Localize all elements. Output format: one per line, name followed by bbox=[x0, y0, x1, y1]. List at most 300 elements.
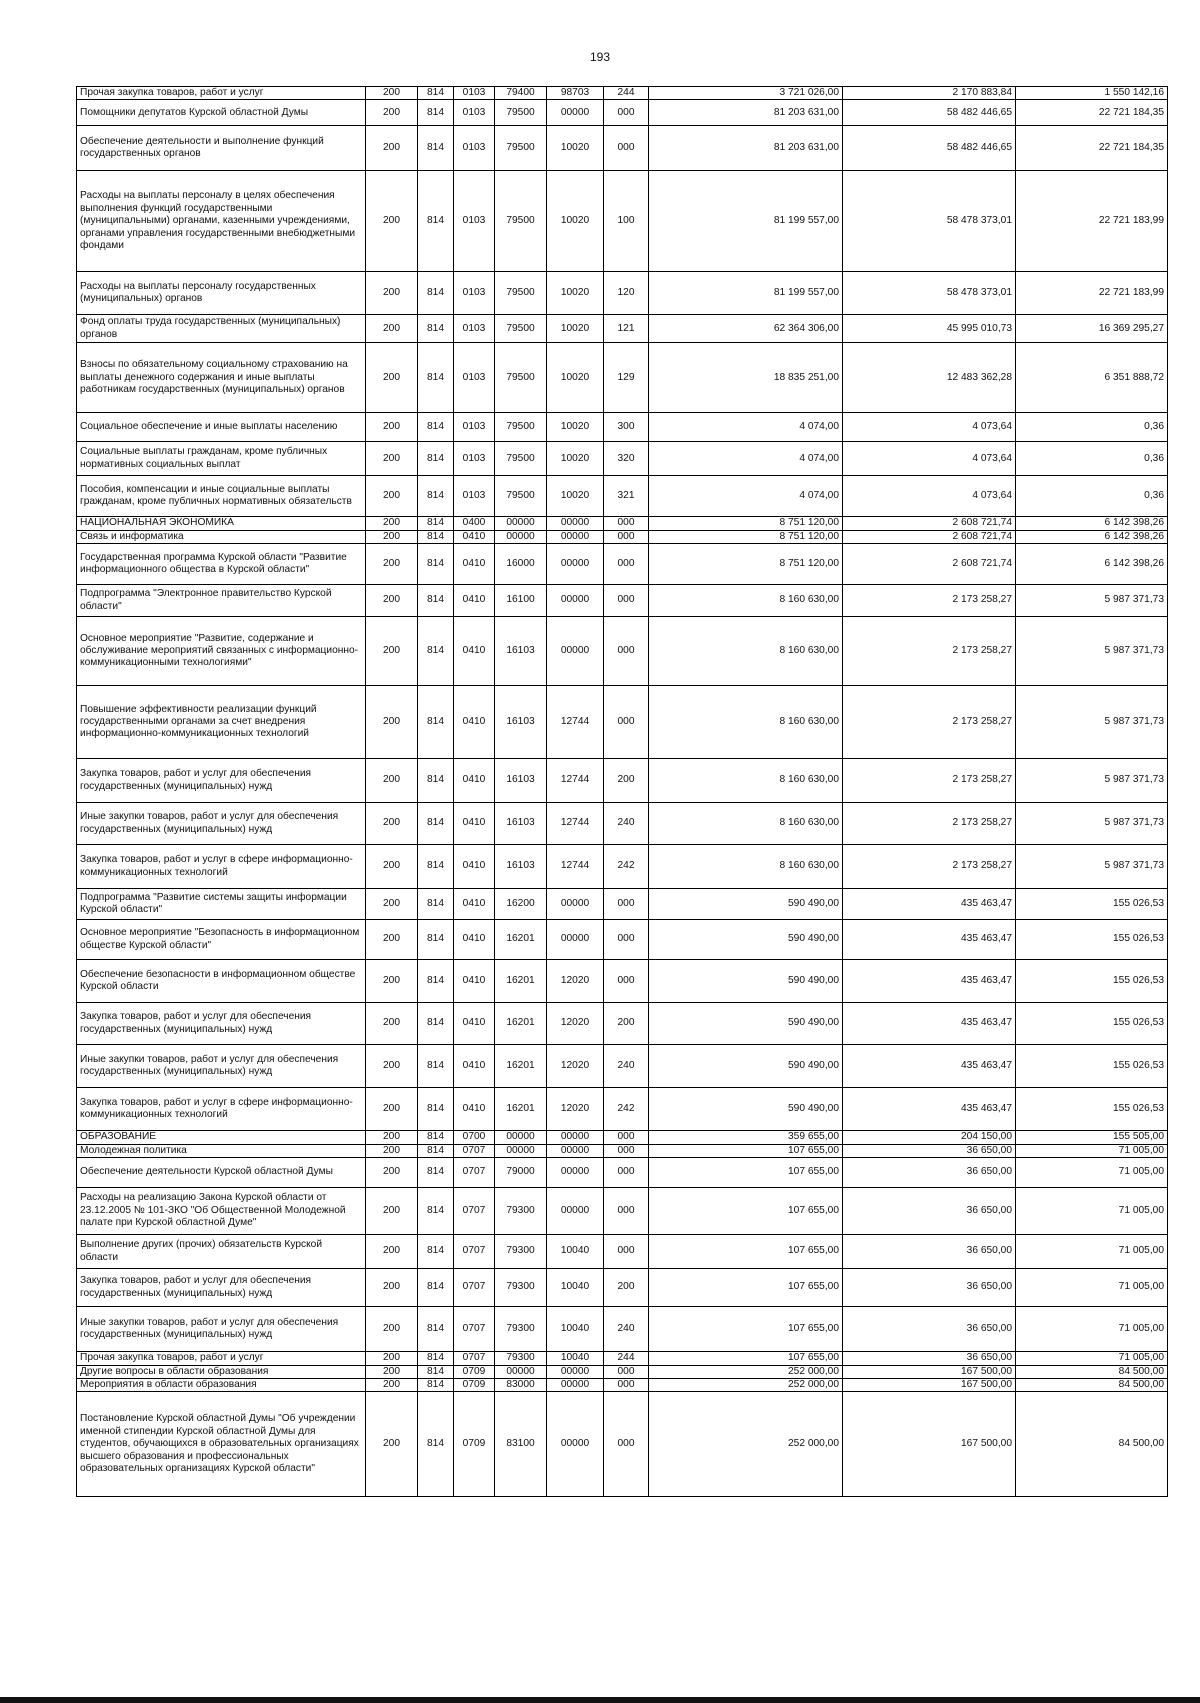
col-program: 79000 bbox=[495, 1158, 547, 1188]
col-program: 16103 bbox=[495, 617, 547, 686]
col-section: 0410 bbox=[454, 1003, 495, 1045]
col-code-1: 200 bbox=[366, 920, 418, 960]
col-code-2: 814 bbox=[418, 517, 454, 530]
col-expense-type: 000 bbox=[604, 1235, 649, 1269]
table-row bbox=[77, 413, 1168, 442]
col-unexecuted: 6 142 398,26 bbox=[1016, 530, 1168, 543]
col-direction: 12020 bbox=[547, 1088, 604, 1131]
col-direction: 12744 bbox=[547, 845, 604, 889]
col-code-1: 200 bbox=[366, 1045, 418, 1088]
row-name: Фонд оплаты труда государственных (муниципальных) органов bbox=[77, 315, 366, 343]
col-executed: 204 150,00 bbox=[843, 1131, 1016, 1144]
col-approved: 4 074,00 bbox=[649, 442, 843, 476]
col-unexecuted: 1 550 142,16 bbox=[1016, 87, 1168, 100]
table-row bbox=[77, 343, 1168, 413]
table-row bbox=[77, 1088, 1168, 1131]
col-unexecuted: 71 005,00 bbox=[1016, 1235, 1168, 1269]
col-expense-type: 000 bbox=[604, 1131, 649, 1144]
col-approved: 8 751 120,00 bbox=[649, 517, 843, 530]
col-unexecuted: 5 987 371,73 bbox=[1016, 759, 1168, 803]
col-code-1: 200 bbox=[366, 517, 418, 530]
col-section: 0410 bbox=[454, 1088, 495, 1131]
col-code-1: 200 bbox=[366, 126, 418, 171]
col-code-1: 200 bbox=[366, 889, 418, 920]
col-section: 0410 bbox=[454, 889, 495, 920]
table-row bbox=[77, 1307, 1168, 1352]
col-code-1: 200 bbox=[366, 759, 418, 803]
col-direction: 12744 bbox=[547, 803, 604, 845]
col-unexecuted: 22 721 183,99 bbox=[1016, 272, 1168, 315]
col-approved: 590 490,00 bbox=[649, 1088, 843, 1131]
col-expense-type: 000 bbox=[604, 889, 649, 920]
col-section: 0707 bbox=[454, 1235, 495, 1269]
col-section: 0103 bbox=[454, 315, 495, 343]
col-code-1: 200 bbox=[366, 1378, 418, 1391]
col-direction: 12744 bbox=[547, 759, 604, 803]
col-code-2: 814 bbox=[418, 1158, 454, 1188]
table-row bbox=[77, 960, 1168, 1003]
table-row bbox=[77, 1003, 1168, 1045]
col-code-2: 814 bbox=[418, 100, 454, 126]
col-unexecuted: 6 142 398,26 bbox=[1016, 544, 1168, 585]
col-unexecuted: 155 026,53 bbox=[1016, 1045, 1168, 1088]
col-expense-type: 000 bbox=[604, 1158, 649, 1188]
col-expense-type: 244 bbox=[604, 87, 649, 100]
col-approved: 107 655,00 bbox=[649, 1235, 843, 1269]
col-program: 79500 bbox=[495, 413, 547, 442]
col-executed: 58 478 373,01 bbox=[843, 171, 1016, 272]
col-executed: 435 463,47 bbox=[843, 960, 1016, 1003]
col-code-1: 200 bbox=[366, 1392, 418, 1497]
col-direction: 12744 bbox=[547, 686, 604, 759]
col-program: 79300 bbox=[495, 1307, 547, 1352]
col-code-1: 200 bbox=[366, 1352, 418, 1365]
table-row bbox=[77, 476, 1168, 517]
col-expense-type: 121 bbox=[604, 315, 649, 343]
col-code-1: 200 bbox=[366, 845, 418, 889]
col-direction: 10040 bbox=[547, 1269, 604, 1307]
col-program: 16103 bbox=[495, 686, 547, 759]
col-code-1: 200 bbox=[366, 100, 418, 126]
col-section: 0410 bbox=[454, 845, 495, 889]
col-executed: 36 650,00 bbox=[843, 1144, 1016, 1157]
col-expense-type: 000 bbox=[604, 686, 649, 759]
col-executed: 2 173 258,27 bbox=[843, 585, 1016, 617]
col-unexecuted: 16 369 295,27 bbox=[1016, 315, 1168, 343]
col-program: 79500 bbox=[495, 476, 547, 517]
col-code-2: 814 bbox=[418, 1131, 454, 1144]
table-row bbox=[77, 845, 1168, 889]
col-approved: 8 160 630,00 bbox=[649, 845, 843, 889]
col-code-1: 200 bbox=[366, 1003, 418, 1045]
col-program: 79300 bbox=[495, 1352, 547, 1365]
col-expense-type: 000 bbox=[604, 100, 649, 126]
col-executed: 36 650,00 bbox=[843, 1352, 1016, 1365]
col-expense-type: 321 bbox=[604, 476, 649, 517]
col-direction: 12020 bbox=[547, 960, 604, 1003]
col-unexecuted: 155 026,53 bbox=[1016, 1088, 1168, 1131]
table-row bbox=[77, 617, 1168, 686]
col-code-1: 200 bbox=[366, 272, 418, 315]
col-unexecuted: 155 026,53 bbox=[1016, 960, 1168, 1003]
col-code-1: 200 bbox=[366, 617, 418, 686]
col-executed: 12 483 362,28 bbox=[843, 343, 1016, 413]
table-row bbox=[77, 1269, 1168, 1307]
col-unexecuted: 5 987 371,73 bbox=[1016, 686, 1168, 759]
col-direction: 98703 bbox=[547, 87, 604, 100]
col-expense-type: 100 bbox=[604, 171, 649, 272]
col-program: 16200 bbox=[495, 889, 547, 920]
row-name: Связь и информатика bbox=[77, 530, 366, 543]
col-code-1: 200 bbox=[366, 803, 418, 845]
col-section: 0103 bbox=[454, 126, 495, 171]
col-code-1: 200 bbox=[366, 960, 418, 1003]
col-code-1: 200 bbox=[366, 343, 418, 413]
col-code-2: 814 bbox=[418, 686, 454, 759]
col-approved: 107 655,00 bbox=[649, 1352, 843, 1365]
col-code-1: 200 bbox=[366, 1269, 418, 1307]
col-code-2: 814 bbox=[418, 1378, 454, 1391]
col-code-2: 814 bbox=[418, 759, 454, 803]
table-row bbox=[77, 1131, 1168, 1144]
col-direction: 10020 bbox=[547, 272, 604, 315]
col-direction: 10040 bbox=[547, 1307, 604, 1352]
col-executed: 435 463,47 bbox=[843, 889, 1016, 920]
row-name: Расходы на выплаты персоналу государственных (муниципальных) органов bbox=[77, 272, 366, 315]
row-name: Молодежная политика bbox=[77, 1144, 366, 1157]
col-unexecuted: 71 005,00 bbox=[1016, 1307, 1168, 1352]
row-name: ОБРАЗОВАНИЕ bbox=[77, 1131, 366, 1144]
col-code-1: 200 bbox=[366, 171, 418, 272]
col-program: 16201 bbox=[495, 1088, 547, 1131]
table-row bbox=[77, 126, 1168, 171]
col-unexecuted: 84 500,00 bbox=[1016, 1392, 1168, 1497]
col-executed: 167 500,00 bbox=[843, 1365, 1016, 1378]
col-executed: 435 463,47 bbox=[843, 1088, 1016, 1131]
col-executed: 2 608 721,74 bbox=[843, 517, 1016, 530]
col-executed: 167 500,00 bbox=[843, 1378, 1016, 1391]
col-expense-type: 200 bbox=[604, 759, 649, 803]
col-code-1: 200 bbox=[366, 1365, 418, 1378]
col-program: 16201 bbox=[495, 1003, 547, 1045]
table-row bbox=[77, 759, 1168, 803]
col-unexecuted: 0,36 bbox=[1016, 413, 1168, 442]
col-unexecuted: 6 142 398,26 bbox=[1016, 517, 1168, 530]
col-section: 0410 bbox=[454, 920, 495, 960]
col-executed: 2 173 258,27 bbox=[843, 759, 1016, 803]
col-approved: 590 490,00 bbox=[649, 1003, 843, 1045]
col-expense-type: 240 bbox=[604, 1045, 649, 1088]
col-code-2: 814 bbox=[418, 544, 454, 585]
table-row bbox=[77, 530, 1168, 543]
col-code-2: 814 bbox=[418, 1188, 454, 1235]
col-expense-type: 000 bbox=[604, 126, 649, 171]
col-expense-type: 000 bbox=[604, 1392, 649, 1497]
col-approved: 62 364 306,00 bbox=[649, 315, 843, 343]
col-program: 00000 bbox=[495, 530, 547, 543]
row-name: Основное мероприятие "Безопасность в информационном обществе Курской области" bbox=[77, 920, 366, 960]
col-direction: 00000 bbox=[547, 100, 604, 126]
col-program: 83000 bbox=[495, 1378, 547, 1391]
table-row bbox=[77, 442, 1168, 476]
col-approved: 107 655,00 bbox=[649, 1188, 843, 1235]
col-executed: 4 073,64 bbox=[843, 413, 1016, 442]
col-direction: 10020 bbox=[547, 413, 604, 442]
col-approved: 81 203 631,00 bbox=[649, 100, 843, 126]
col-section: 0410 bbox=[454, 1045, 495, 1088]
col-direction: 10040 bbox=[547, 1235, 604, 1269]
col-code-1: 200 bbox=[366, 1307, 418, 1352]
row-name: Выполнение других (прочих) обязательств Курской области bbox=[77, 1235, 366, 1269]
col-code-1: 200 bbox=[366, 413, 418, 442]
col-executed: 36 650,00 bbox=[843, 1307, 1016, 1352]
col-expense-type: 000 bbox=[604, 960, 649, 1003]
col-code-2: 814 bbox=[418, 1365, 454, 1378]
col-code-1: 200 bbox=[366, 1088, 418, 1131]
col-section: 0103 bbox=[454, 442, 495, 476]
col-program: 79500 bbox=[495, 272, 547, 315]
col-program: 79500 bbox=[495, 442, 547, 476]
col-approved: 8 160 630,00 bbox=[649, 585, 843, 617]
col-expense-type: 000 bbox=[604, 585, 649, 617]
col-program: 79400 bbox=[495, 87, 547, 100]
col-code-2: 814 bbox=[418, 960, 454, 1003]
table-row bbox=[77, 686, 1168, 759]
col-unexecuted: 71 005,00 bbox=[1016, 1188, 1168, 1235]
col-direction: 10040 bbox=[547, 1352, 604, 1365]
col-unexecuted: 155 026,53 bbox=[1016, 1003, 1168, 1045]
col-approved: 590 490,00 bbox=[649, 1045, 843, 1088]
col-expense-type: 000 bbox=[604, 617, 649, 686]
col-executed: 36 650,00 bbox=[843, 1235, 1016, 1269]
col-code-1: 200 bbox=[366, 442, 418, 476]
table-row bbox=[77, 1378, 1168, 1391]
row-name: Иные закупки товаров, работ и услуг для обеспечения государственных (муниципальных) нужд bbox=[77, 1307, 366, 1352]
col-code-1: 200 bbox=[366, 1188, 418, 1235]
col-executed: 58 482 446,65 bbox=[843, 100, 1016, 126]
col-approved: 81 199 557,00 bbox=[649, 272, 843, 315]
col-program: 79300 bbox=[495, 1269, 547, 1307]
row-name: Закупка товаров, работ и услуг в сфере информационно-коммуникационных технологий bbox=[77, 845, 366, 889]
col-code-2: 814 bbox=[418, 530, 454, 543]
col-approved: 8 751 120,00 bbox=[649, 530, 843, 543]
col-direction: 00000 bbox=[547, 1158, 604, 1188]
col-expense-type: 242 bbox=[604, 1088, 649, 1131]
col-executed: 435 463,47 bbox=[843, 1003, 1016, 1045]
col-direction: 10020 bbox=[547, 315, 604, 343]
col-direction: 12020 bbox=[547, 1045, 604, 1088]
table-row bbox=[77, 920, 1168, 960]
col-expense-type: 320 bbox=[604, 442, 649, 476]
col-direction: 00000 bbox=[547, 1378, 604, 1391]
col-approved: 3 721 026,00 bbox=[649, 87, 843, 100]
col-program: 16103 bbox=[495, 803, 547, 845]
col-section: 0709 bbox=[454, 1392, 495, 1497]
col-code-2: 814 bbox=[418, 585, 454, 617]
col-section: 0709 bbox=[454, 1365, 495, 1378]
col-approved: 4 074,00 bbox=[649, 476, 843, 517]
col-expense-type: 000 bbox=[604, 544, 649, 585]
col-code-1: 200 bbox=[366, 476, 418, 517]
col-section: 0410 bbox=[454, 544, 495, 585]
col-code-2: 814 bbox=[418, 126, 454, 171]
col-expense-type: 244 bbox=[604, 1352, 649, 1365]
col-executed: 45 995 010,73 bbox=[843, 315, 1016, 343]
col-section: 0400 bbox=[454, 517, 495, 530]
col-direction: 10020 bbox=[547, 476, 604, 517]
table-row bbox=[77, 889, 1168, 920]
col-executed: 2 608 721,74 bbox=[843, 544, 1016, 585]
col-program: 16201 bbox=[495, 920, 547, 960]
table-row bbox=[77, 1235, 1168, 1269]
col-unexecuted: 5 987 371,73 bbox=[1016, 585, 1168, 617]
col-section: 0103 bbox=[454, 171, 495, 272]
col-direction: 00000 bbox=[547, 920, 604, 960]
col-program: 79500 bbox=[495, 126, 547, 171]
col-code-1: 200 bbox=[366, 87, 418, 100]
col-direction: 10020 bbox=[547, 343, 604, 413]
table-row bbox=[77, 272, 1168, 315]
col-program: 00000 bbox=[495, 1131, 547, 1144]
col-approved: 590 490,00 bbox=[649, 920, 843, 960]
col-direction: 00000 bbox=[547, 1365, 604, 1378]
row-name: Помощники депутатов Курской областной Думы bbox=[77, 100, 366, 126]
col-code-1: 200 bbox=[366, 1144, 418, 1157]
col-program: 83100 bbox=[495, 1392, 547, 1497]
table-row bbox=[77, 87, 1168, 100]
table-row bbox=[77, 544, 1168, 585]
col-approved: 252 000,00 bbox=[649, 1378, 843, 1391]
col-section: 0103 bbox=[454, 476, 495, 517]
row-name: Пособия, компенсации и иные социальные выплаты гражданам, кроме публичных нормативных обязательств bbox=[77, 476, 366, 517]
table-row bbox=[77, 1045, 1168, 1088]
col-direction: 12020 bbox=[547, 1003, 604, 1045]
row-name: Социальные выплаты гражданам, кроме публичных нормативных социальных выплат bbox=[77, 442, 366, 476]
table-row bbox=[77, 585, 1168, 617]
col-section: 0707 bbox=[454, 1188, 495, 1235]
col-executed: 2 170 883,84 bbox=[843, 87, 1016, 100]
table-row bbox=[77, 517, 1168, 530]
table-row bbox=[77, 1352, 1168, 1365]
col-unexecuted: 155 026,53 bbox=[1016, 920, 1168, 960]
col-code-2: 814 bbox=[418, 87, 454, 100]
table-row bbox=[77, 1158, 1168, 1188]
col-code-2: 814 bbox=[418, 920, 454, 960]
col-executed: 2 173 258,27 bbox=[843, 617, 1016, 686]
col-direction: 10020 bbox=[547, 126, 604, 171]
row-name: Обеспечение деятельности Курской областной Думы bbox=[77, 1158, 366, 1188]
col-executed: 435 463,47 bbox=[843, 1045, 1016, 1088]
col-code-2: 814 bbox=[418, 1235, 454, 1269]
col-approved: 107 655,00 bbox=[649, 1269, 843, 1307]
col-direction: 00000 bbox=[547, 544, 604, 585]
row-name: Расходы на реализацию Закона Курской области от 23.12.2005 № 101-ЗКО "Об Общественной Молодежной палате при Курской областной Думе" bbox=[77, 1188, 366, 1235]
col-code-2: 814 bbox=[418, 1088, 454, 1131]
row-name: Повышение эффективности реализации функций государственными органами за счет внедрения информационно-коммуникационных технологий bbox=[77, 686, 366, 759]
col-direction: 00000 bbox=[547, 617, 604, 686]
col-expense-type: 000 bbox=[604, 517, 649, 530]
col-code-2: 814 bbox=[418, 171, 454, 272]
row-name: Социальное обеспечение и иные выплаты населению bbox=[77, 413, 366, 442]
col-program: 00000 bbox=[495, 1365, 547, 1378]
page-number: 193 bbox=[589, 50, 611, 64]
col-expense-type: 129 bbox=[604, 343, 649, 413]
col-program: 00000 bbox=[495, 517, 547, 530]
col-section: 0709 bbox=[454, 1378, 495, 1391]
col-executed: 4 073,64 bbox=[843, 442, 1016, 476]
col-section: 0707 bbox=[454, 1352, 495, 1365]
col-program: 16103 bbox=[495, 845, 547, 889]
col-code-2: 814 bbox=[418, 1045, 454, 1088]
col-direction: 00000 bbox=[547, 1131, 604, 1144]
col-section: 0103 bbox=[454, 87, 495, 100]
row-name: Закупка товаров, работ и услуг в сфере информационно-коммуникационных технологий bbox=[77, 1088, 366, 1131]
table-row bbox=[77, 1188, 1168, 1235]
col-code-2: 814 bbox=[418, 442, 454, 476]
col-direction: 00000 bbox=[547, 889, 604, 920]
row-name: Закупка товаров, работ и услуг для обеспечения государственных (муниципальных) нужд bbox=[77, 1003, 366, 1045]
col-expense-type: 300 bbox=[604, 413, 649, 442]
col-expense-type: 000 bbox=[604, 920, 649, 960]
col-program: 79500 bbox=[495, 343, 547, 413]
col-code-2: 814 bbox=[418, 803, 454, 845]
row-name: Прочая закупка товаров, работ и услуг bbox=[77, 87, 366, 100]
col-direction: 10020 bbox=[547, 442, 604, 476]
col-code-2: 814 bbox=[418, 1352, 454, 1365]
col-code-2: 814 bbox=[418, 1269, 454, 1307]
table-row bbox=[77, 315, 1168, 343]
col-approved: 107 655,00 bbox=[649, 1158, 843, 1188]
col-expense-type: 000 bbox=[604, 1144, 649, 1157]
col-expense-type: 240 bbox=[604, 1307, 649, 1352]
col-executed: 4 073,64 bbox=[843, 476, 1016, 517]
col-approved: 590 490,00 bbox=[649, 889, 843, 920]
row-name: Обеспечение безопасности в информационном обществе Курской области bbox=[77, 960, 366, 1003]
col-approved: 252 000,00 bbox=[649, 1392, 843, 1497]
table-row bbox=[77, 100, 1168, 126]
col-unexecuted: 0,36 bbox=[1016, 476, 1168, 517]
col-unexecuted: 22 721 183,99 bbox=[1016, 171, 1168, 272]
row-name: Расходы на выплаты персоналу в целях обеспечения выполнения функций государственными (муниципальными) органами, казенными учреждениями, органами управления государственными внебюджетными фондами bbox=[77, 171, 366, 272]
col-code-1: 200 bbox=[366, 1131, 418, 1144]
col-expense-type: 000 bbox=[604, 1188, 649, 1235]
col-unexecuted: 0,36 bbox=[1016, 442, 1168, 476]
col-section: 0103 bbox=[454, 100, 495, 126]
col-code-2: 814 bbox=[418, 845, 454, 889]
row-name: Обеспечение деятельности и выполнение функций государственных органов bbox=[77, 126, 366, 171]
col-code-2: 814 bbox=[418, 413, 454, 442]
col-unexecuted: 22 721 184,35 bbox=[1016, 100, 1168, 126]
col-unexecuted: 71 005,00 bbox=[1016, 1269, 1168, 1307]
col-expense-type: 242 bbox=[604, 845, 649, 889]
row-name: Закупка товаров, работ и услуг для обеспечения государственных (муниципальных) нужд bbox=[77, 1269, 366, 1307]
col-code-2: 814 bbox=[418, 1392, 454, 1497]
col-program: 16201 bbox=[495, 1045, 547, 1088]
col-expense-type: 200 bbox=[604, 1269, 649, 1307]
col-code-2: 814 bbox=[418, 1144, 454, 1157]
col-executed: 58 482 446,65 bbox=[843, 126, 1016, 171]
col-expense-type: 000 bbox=[604, 530, 649, 543]
col-code-2: 814 bbox=[418, 476, 454, 517]
col-code-2: 814 bbox=[418, 315, 454, 343]
col-program: 79300 bbox=[495, 1235, 547, 1269]
col-unexecuted: 6 351 888,72 bbox=[1016, 343, 1168, 413]
col-program: 79500 bbox=[495, 100, 547, 126]
col-program: 16201 bbox=[495, 960, 547, 1003]
col-section: 0410 bbox=[454, 686, 495, 759]
col-approved: 107 655,00 bbox=[649, 1307, 843, 1352]
col-code-1: 200 bbox=[366, 686, 418, 759]
